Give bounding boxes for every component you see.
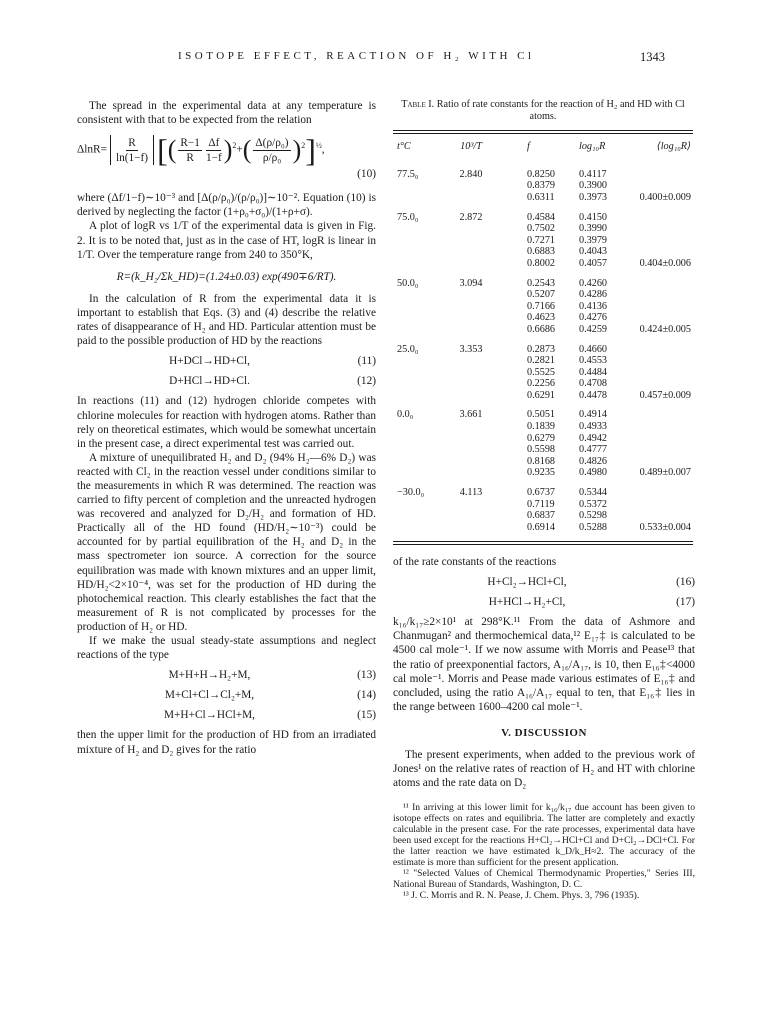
cell-invT <box>445 301 497 313</box>
table-row <box>393 456 693 468</box>
cell-logR: 0.4660 <box>579 343 608 355</box>
cell-f: 0.6837 <box>527 510 556 522</box>
table-row <box>393 433 693 445</box>
cell-f: 0.7119 <box>527 498 555 510</box>
running-header <box>0 50 768 68</box>
cell-f: 0.4623 <box>527 312 556 324</box>
cell-temp <box>393 367 445 379</box>
cell-avg <box>631 235 693 247</box>
cell-avg <box>631 204 693 224</box>
paragraph-reactions: In reactions (11) and (12) hydrogen chloride competes with chlorine molecules for reaction with hydrogen atoms. Rather than rely on theoretical estimates, which would be somewhat uncertain in the present case, a direct experimental test was carried out. <box>77 395 376 450</box>
cell-logR: 0.4286 <box>579 289 608 301</box>
cell-f: 0.8379 <box>527 180 556 192</box>
cell-avg <box>631 479 693 499</box>
cell-invT <box>445 378 497 390</box>
cell-invT <box>445 289 497 301</box>
cell-temp <box>393 301 445 313</box>
paragraph-where: where (Δf/1−f)∼10⁻³ and [Δ(ρ/ρ₀)/(ρ/ρ₀)]∼10⁻². Equation (10) is derived by neglecting the factor (1+ρ₀+σ₀)/(1+ρ+σ). <box>77 192 376 219</box>
table-row <box>393 223 693 235</box>
table-row <box>393 378 693 390</box>
table-header-row <box>393 134 693 161</box>
table-row <box>393 522 693 534</box>
cell-f: 0.2543 <box>527 277 556 289</box>
col-header-temp: t°C <box>397 141 411 153</box>
table-row <box>393 258 693 270</box>
cell-temp <box>393 456 445 468</box>
cell-invT: 3.661 <box>459 409 483 421</box>
cell-invT <box>445 312 497 324</box>
cell-logR: 0.5372 <box>579 498 608 510</box>
cell-temp: 77.5₀ <box>397 168 419 180</box>
cell-invT <box>445 367 497 379</box>
cell-avg <box>631 433 693 445</box>
cell-avg: 0.404±0.006 <box>639 257 691 269</box>
cell-logR: 0.3979 <box>579 234 608 246</box>
table-caption-text: Ratio of rate constants for the reaction of H₂ and HD with Cl atoms. <box>436 99 685 122</box>
cell-invT <box>445 180 497 192</box>
cell-f: 0.8168 <box>527 455 556 467</box>
running-title: ISOTOPE EFFECT, REACTION OF H₂ WITH Cl <box>178 50 535 62</box>
paragraph-rates: of the rate constants of the reactions <box>393 556 557 568</box>
cell-logR: 0.4933 <box>579 421 608 433</box>
cell-f: 0.8002 <box>527 257 556 269</box>
cell-f: 0.2256 <box>527 378 556 390</box>
eq10-lhs: ΔlnR= <box>77 143 107 156</box>
cell-f: 0.6311 <box>527 191 555 203</box>
cell-temp <box>393 499 445 511</box>
col-header-avg: ⟨log₁₀R⟩ <box>656 141 691 153</box>
cell-avg <box>631 270 693 290</box>
cell-f: 0.6883 <box>527 246 556 258</box>
cell-invT: 2.872 <box>459 211 483 223</box>
eq10-number: (10) <box>357 168 376 181</box>
footnotes <box>393 802 695 901</box>
table-row <box>393 192 693 204</box>
cell-f: 0.6914 <box>527 521 556 533</box>
cell-temp <box>393 390 445 402</box>
cell-temp <box>393 355 445 367</box>
paragraph-then: then the upper limit for the production of HD from an irradiated mixture of H₂ and D₂ gives for the ratio <box>77 729 376 756</box>
cell-logR: 0.4484 <box>579 366 608 378</box>
cell-avg <box>631 367 693 379</box>
cell-invT <box>445 390 497 402</box>
cell-temp <box>393 433 445 445</box>
col-header-f: f <box>527 141 530 153</box>
table-row <box>393 510 693 522</box>
cell-avg <box>631 223 693 235</box>
table-row <box>393 336 693 356</box>
cell-invT <box>445 467 497 479</box>
cell-logR: 0.4826 <box>579 455 608 467</box>
cell-temp <box>393 510 445 522</box>
equation-15: M+H+Cl→HCl+M, (15) <box>164 709 376 722</box>
cell-f: 0.6279 <box>527 432 556 444</box>
cell-invT <box>445 192 497 204</box>
col-header-logR: log₁₀R <box>579 141 606 153</box>
cell-invT: 3.353 <box>459 343 483 355</box>
eq10-frac-b: $\frac{\Delta f}{1-f}$ <box>205 136 222 164</box>
cell-temp: 0.0₀ <box>397 409 414 421</box>
cell-f: 0.2873 <box>527 343 556 355</box>
cell-temp <box>393 246 445 258</box>
cell-avg: 0.400±0.009 <box>639 191 691 203</box>
cell-avg: 0.457±0.009 <box>639 389 691 401</box>
table-row <box>393 204 693 224</box>
cell-invT <box>445 324 497 336</box>
cell-logR: 0.3900 <box>579 180 608 192</box>
cell-temp: 25.0₀ <box>397 343 419 355</box>
cell-logR: 0.3973 <box>579 191 608 203</box>
left-column <box>77 99 376 757</box>
paragraph-discussion: The present experiments, when added to the previous work of Jones¹ on the relative rates of reaction of H₂ and HT with chlorine atoms and the rate data on D₂ <box>393 749 695 790</box>
eq10-frac-c: $\frac{\text{Δ(ρ/ρ₀)}}{\text{ρ/ρ₀}}$ <box>255 136 289 164</box>
cell-invT <box>445 355 497 367</box>
cell-avg: 0.533±0.004 <box>639 521 691 533</box>
cell-avg <box>631 289 693 301</box>
cell-invT <box>445 522 497 534</box>
table-bottom-rule <box>393 541 693 542</box>
cell-avg <box>631 444 693 456</box>
table-row <box>393 235 693 247</box>
table-row <box>393 499 693 511</box>
cell-temp <box>393 421 445 433</box>
cell-f: 0.4584 <box>527 211 556 223</box>
cell-invT <box>445 223 497 235</box>
paragraph-mixture: A mixture of unequilibrated H₂ and D₂ (94% H₂—6% D₂) was reacted with Cl₂ in the reaction vessel under conditions similar to the measurements in which R was determined. The reaction was carried to fifty percent of completion and the unreacted hydrogen was recovered and analyzed for D₂/H₂ and formation of HD. Practically all of the HD found (HD/H₂∼10⁻³) could be accounted for by partial equilibration of the H₂ and D₂ in the mass spectrometer ion source. A correction for the source equilibration was made with known mixtures and an upper limit, HD/H₂<2×10⁻⁴, was set for the production of HD during the photochemical reaction. This clearly establishes the fact that the measurement of R is not complicated by processes for the production of H₂ or HD. <box>77 451 376 633</box>
cell-logR: 0.4276 <box>579 312 608 324</box>
cell-avg <box>631 161 693 181</box>
cell-logR: 0.4777 <box>579 444 608 456</box>
right-column <box>393 555 695 901</box>
cell-avg <box>631 355 693 367</box>
table-row <box>393 367 693 379</box>
equation-13: M+H+H→H₂+M, (13) <box>168 669 376 682</box>
cell-invT <box>445 421 497 433</box>
cell-invT: 3.094 <box>459 277 483 289</box>
cell-invT <box>445 444 497 456</box>
page-number: 1343 <box>640 50 665 64</box>
cell-logR: 0.4260 <box>579 277 608 289</box>
table-caption <box>393 99 693 122</box>
cell-avg <box>631 421 693 433</box>
cell-temp: 75.0₀ <box>397 211 419 223</box>
paragraph-steady: If we make the usual steady-state assumptions and neglect reactions of the type <box>77 635 376 662</box>
cell-f: 0.2821 <box>527 355 556 367</box>
cell-avg: 0.489±0.007 <box>639 467 691 479</box>
cell-f: 0.6686 <box>527 323 556 335</box>
cell-logR: 0.4136 <box>579 300 608 312</box>
section-heading: V. DISCUSSION <box>501 726 587 739</box>
equation-10: ΔlnR= $\frac{R}{\ln(1-f)}$ [( $\frac{R-1}{R}$ $\frac{\Delta f}{1-f}$ )$^2$+( $\frac{\text{Δ(ρ/ρ₀)}}{\text{ρ/ρ₀}}$ )$^2$]$^{\frac{1}{2}}$, <box>77 132 325 169</box>
cell-temp <box>393 467 445 479</box>
cell-invT <box>445 235 497 247</box>
cell-f: 0.7271 <box>527 234 556 246</box>
cell-avg <box>631 180 693 192</box>
cell-avg <box>631 456 693 468</box>
table-row <box>393 270 693 290</box>
eq10-frac-a: $\frac{R-1}{R}$ <box>180 136 200 164</box>
cell-avg <box>631 510 693 522</box>
cell-avg <box>631 246 693 258</box>
footnote-11: ¹¹ In arriving at this lower limit for k₁₆/k₁₇ due account has been given to isotope effects on rates and equilibria. The latter are completely and exactly calculable in the present case. For the rate processes, experimental data have been used except for the reactions H+Cl₂→HCl+Cl and D+Cl₂→DCl+Cl. For the latter reaction we have estimated k_D/k_H≈2. The accuracy of the estimate is more than sufficient for the present application. <box>393 802 695 869</box>
cell-logR: 0.4942 <box>579 432 608 444</box>
cell-temp <box>393 192 445 204</box>
cell-avg <box>631 499 693 511</box>
equation-11: H+DCl→HD+Cl, (11) <box>169 355 376 368</box>
cell-avg <box>631 301 693 313</box>
cell-temp: 50.0₀ <box>397 277 419 289</box>
cell-logR: 0.5344 <box>579 487 608 499</box>
cell-temp <box>393 324 445 336</box>
cell-temp <box>393 258 445 270</box>
cell-avg <box>631 378 693 390</box>
table-row <box>393 479 693 499</box>
footnote-13: ¹³ J. C. Morris and R. N. Pease, J. Chem. Phys. 3, 796 (1935). <box>403 890 640 902</box>
data-table <box>393 134 693 533</box>
cell-logR: 0.4150 <box>579 211 608 223</box>
table-row <box>393 289 693 301</box>
cell-invT: 2.840 <box>459 168 483 180</box>
cell-invT <box>445 510 497 522</box>
cell-f: 0.5525 <box>527 366 556 378</box>
table-row <box>393 161 693 181</box>
equation-14: M+Cl+Cl→Cl₂+M, (14) <box>164 689 376 702</box>
cell-temp <box>393 522 445 534</box>
cell-invT <box>445 499 497 511</box>
equation-12: D+HCl→HD+Cl. (12) <box>169 375 376 388</box>
cell-logR: 0.5298 <box>579 510 608 522</box>
table-row <box>393 444 693 456</box>
table-label: Table I. <box>401 99 435 110</box>
table-row <box>393 180 693 192</box>
paragraph-plot: A plot of logR vs 1/T of the experimental data is given in Fig. 2. It is to be noted that, just as in the case of HT, logR is linear in 1/T. Over the temperature range from 240 to 350°K, <box>77 220 376 261</box>
cell-invT <box>445 246 497 258</box>
cell-logR: 0.4043 <box>579 246 608 258</box>
cell-avg <box>631 312 693 324</box>
cell-logR: 0.4259 <box>579 323 608 335</box>
cell-logR: 0.4914 <box>579 409 608 421</box>
col-header-invT: 10³/T <box>460 141 482 153</box>
cell-logR: 0.3990 <box>579 223 608 235</box>
cell-avg <box>631 336 693 356</box>
cell-f: 0.6291 <box>527 389 556 401</box>
cell-f: 0.7502 <box>527 223 556 235</box>
cell-temp <box>393 235 445 247</box>
table-1 <box>393 99 693 545</box>
cell-f: 0.5598 <box>527 444 556 456</box>
cell-temp <box>393 180 445 192</box>
table-row <box>393 421 693 433</box>
cell-logR: 0.4117 <box>579 168 607 180</box>
cell-temp <box>393 378 445 390</box>
cell-f: 0.9235 <box>527 467 556 479</box>
cell-invT <box>445 456 497 468</box>
cell-temp <box>393 312 445 324</box>
cell-logR: 0.4980 <box>579 467 608 479</box>
table-row <box>393 312 693 324</box>
table-row <box>393 401 693 421</box>
cell-temp <box>393 289 445 301</box>
cell-temp <box>393 444 445 456</box>
cell-logR: 0.5288 <box>579 521 608 533</box>
cell-logR: 0.4708 <box>579 378 608 390</box>
cell-invT: 4.113 <box>459 487 483 499</box>
table-row <box>393 301 693 313</box>
cell-avg <box>631 401 693 421</box>
table-top-rule <box>393 130 693 131</box>
cell-logR: 0.4478 <box>579 389 608 401</box>
cell-invT <box>445 258 497 270</box>
table-row <box>393 324 693 336</box>
cell-avg: 0.424±0.005 <box>639 323 691 335</box>
table-row <box>393 355 693 367</box>
table-row <box>393 390 693 402</box>
cell-logR: 0.4553 <box>579 355 608 367</box>
cell-f: 0.7166 <box>527 300 556 312</box>
paragraph-calc: In the calculation of R from the experimental data it is important to establish that Eqs. (3) and (4) describe the relative rates of disappearance of H₂ and HD. Particular attention must be paid to the possible production of HD by the reactions <box>77 292 376 348</box>
cell-temp <box>393 223 445 235</box>
cell-f: 0.5051 <box>527 409 556 421</box>
cell-f: 0.6737 <box>527 487 556 499</box>
paragraph-k: k₁₆/k₁₇≥2×10¹ at 298°K.¹¹ From the data of Ashmore and Chanmugan² and thermochemical data,¹² E₁₇‡ is calculated to be 4500 cal mole⁻¹. If we now assume with Morris and Pease¹³ that the ratio of preexponential factors, A₁₆/A₁₇, is 10, then E₁₆‡<4000 cal mole⁻¹. Morris and Pease made various estimates of E₁₆‡ and concluded, using the ratio A₁₆/A₁₇ equal to ten, that E₁₆‡ lies in the range between 1600–4200 cal mole⁻¹. <box>393 616 695 713</box>
cell-temp: −30.0₀ <box>397 487 425 499</box>
cell-f: 0.1839 <box>527 421 556 433</box>
cell-invT <box>445 433 497 445</box>
footnote-12: ¹² "Selected Values of Chemical Thermodynamic Properties," Series III, National Bureau of Standards, Washington, D. C. <box>393 868 695 891</box>
eq10-frac-r: $\frac{R}{\ln(1-f)}$ <box>115 136 149 164</box>
paragraph-intro: The spread in the experimental data at any temperature is consistent with that to be expected from the relation <box>77 100 376 127</box>
table-body <box>393 161 693 534</box>
table-row <box>393 246 693 258</box>
cell-f: 0.8250 <box>527 168 556 180</box>
table-row <box>393 467 693 479</box>
table-bottom-rule-2 <box>393 544 693 545</box>
equation-17: H+HCl→H₂+Cl, (17) <box>488 596 695 609</box>
equation-16: H+Cl₂→HCl+Cl, (16) <box>487 576 695 589</box>
cell-f: 0.5207 <box>527 289 556 301</box>
equation-R: R=(k_H₂/Σk_HD)=(1.24±0.03) exp(490∓6/RT). <box>116 270 337 283</box>
cell-logR: 0.4057 <box>579 257 608 269</box>
